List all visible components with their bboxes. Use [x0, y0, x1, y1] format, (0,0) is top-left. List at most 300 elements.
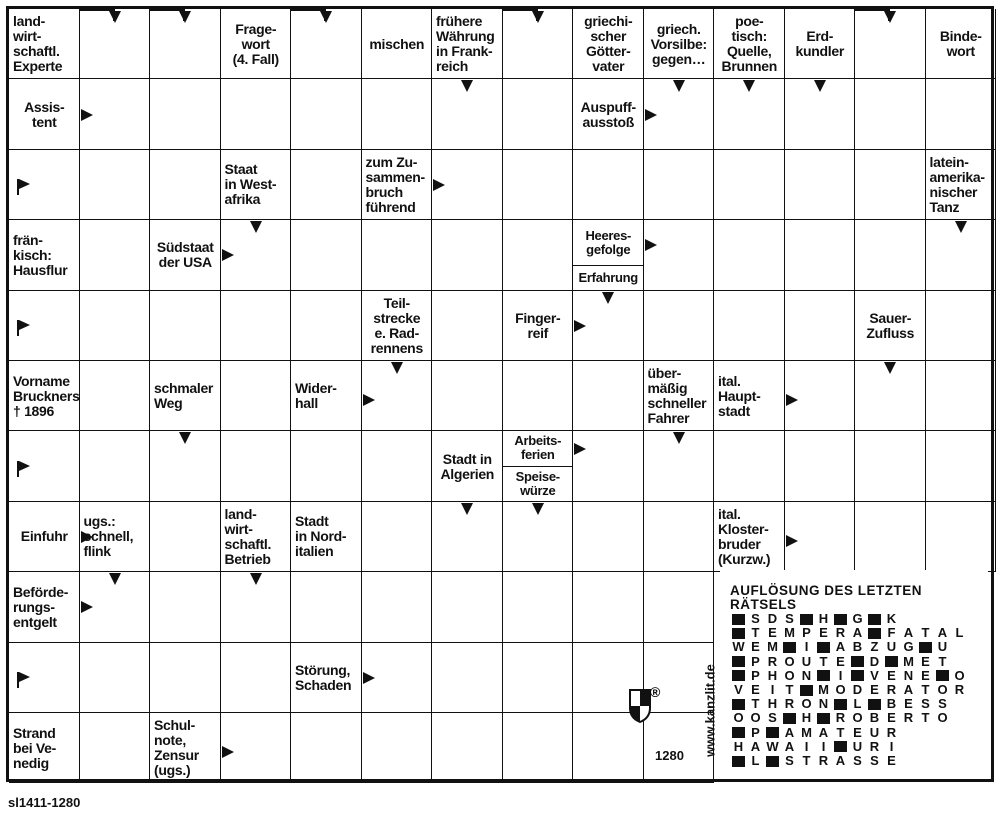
grid-cell[interactable]	[432, 643, 503, 713]
solution-letter: L	[853, 696, 862, 712]
clue-c-3-7: land- wirt- schaftl. Betrieb	[224, 505, 272, 567]
arrow-down-icon	[461, 80, 473, 92]
solution-block	[919, 642, 932, 653]
grid-cell[interactable]	[503, 220, 574, 290]
clue-c-8-3a: Heeres- gefolge	[573, 220, 644, 266]
arrow-right-icon	[81, 601, 93, 613]
solution-letter: A	[835, 753, 846, 768]
clue-c-9-5: über- mäßig schneller Fahrer	[647, 365, 707, 427]
solution-letter: E	[904, 696, 913, 712]
clue-c-0-5: Vorname Bruckners † 1896	[13, 372, 80, 419]
solution-letter: O	[784, 653, 795, 669]
solution-letter: W	[732, 639, 745, 655]
solution-letter: Z	[870, 639, 879, 655]
solution-letter: N	[818, 696, 829, 712]
grid-cell[interactable]	[573, 431, 644, 501]
arrow-down-icon	[673, 432, 685, 444]
solution-letter: A	[903, 682, 914, 697]
arrow-down-icon	[602, 292, 614, 304]
arrow-down-icon	[320, 11, 332, 23]
solution-letter: M	[801, 724, 812, 740]
grid-cell[interactable]	[432, 291, 503, 361]
solution-block	[800, 685, 813, 696]
solution-letter: I	[804, 738, 809, 754]
grid-cell[interactable]	[644, 150, 715, 220]
grid-cell[interactable]	[291, 713, 362, 783]
grid-cell[interactable]	[150, 291, 221, 361]
start-flag-icon	[17, 320, 31, 336]
grid-cell[interactable]	[432, 361, 503, 431]
grid-cell[interactable]	[80, 643, 151, 713]
solution-row	[730, 655, 951, 669]
arrow-right-icon	[645, 239, 657, 251]
grid-cell[interactable]	[644, 220, 715, 290]
solution-letter: T	[819, 653, 828, 669]
grid-cell[interactable]	[150, 502, 221, 572]
arrow-down-icon	[179, 432, 191, 444]
solution-letter: E	[887, 667, 896, 683]
solution-letter: T	[938, 653, 947, 669]
grid-cell[interactable]	[573, 150, 644, 220]
arrow-right-icon	[363, 672, 375, 684]
solution-letter: D	[767, 611, 778, 626]
solution-letter: T	[751, 696, 760, 712]
arrow-down-icon	[814, 80, 826, 92]
arrow-down-icon	[743, 80, 755, 92]
arrow-right-icon	[222, 249, 234, 261]
solution-block	[868, 614, 881, 625]
grid-cell[interactable]	[362, 220, 433, 290]
grid-cell[interactable]	[503, 572, 574, 642]
solution-block	[936, 670, 949, 681]
solution-block	[868, 628, 881, 639]
solution-row	[730, 754, 900, 768]
solution-block	[868, 699, 881, 710]
solution-block	[732, 614, 745, 625]
arrow-down-icon	[673, 80, 685, 92]
solution-letter: M	[767, 639, 778, 655]
solution-letter: M	[903, 653, 914, 669]
solution-row	[730, 683, 968, 697]
solution-letter: P	[802, 625, 811, 641]
grid-cell[interactable]	[291, 220, 362, 290]
grid-cell[interactable]	[221, 291, 292, 361]
solution-block	[783, 713, 796, 724]
grid-cell[interactable]	[926, 291, 997, 361]
solution-letter: A	[852, 625, 863, 641]
solution-letter: R	[835, 710, 846, 726]
grid-cell[interactable]	[573, 502, 644, 572]
solution-block	[800, 614, 813, 625]
solution-panel	[720, 570, 988, 776]
grid-cell[interactable]	[362, 713, 433, 783]
puzzle-code: sl1411-1280	[8, 795, 81, 810]
clue-c-9-0: griech. Vorsilbe: gegen…	[650, 20, 707, 67]
clue-c-2-10: Schul- note, Zensur (ugs.)	[154, 717, 199, 779]
grid-cell[interactable]	[855, 220, 926, 290]
clue-c-4-9: Störung, Schaden	[295, 661, 352, 693]
clue-c-4-5: Wider- hall	[295, 380, 337, 412]
solution-letter: W	[766, 738, 779, 754]
grid-cell[interactable]	[855, 150, 926, 220]
solution-block	[732, 628, 745, 639]
solution-letter: O	[937, 710, 948, 726]
solution-letter: T	[751, 625, 760, 641]
grid-cell[interactable]	[221, 431, 292, 501]
solution-letter: N	[903, 667, 914, 683]
grid-cell[interactable]	[503, 79, 574, 149]
arrow-down-icon	[109, 11, 121, 23]
grid-cell[interactable]	[644, 502, 715, 572]
solution-letter: L	[751, 753, 760, 768]
solution-letter: T	[921, 710, 930, 726]
arrow-right-icon	[786, 394, 798, 406]
solution-letter: T	[802, 753, 811, 768]
clue-c-10-0: poe- tisch: Quelle, Brunnen	[721, 13, 777, 75]
grid-cell[interactable]	[80, 291, 151, 361]
clue-c-5-0: mischen	[369, 35, 425, 52]
start-flag-icon	[17, 461, 31, 477]
solution-letter: I	[889, 738, 894, 754]
solution-letter: N	[801, 667, 812, 683]
arrow-right-icon	[81, 109, 93, 121]
clue-c-12-4: Sauer- Zufluss	[866, 309, 915, 341]
clue-c-0-3: frän- kisch: Hausflur	[13, 231, 68, 278]
grid-cell[interactable]	[362, 502, 433, 572]
grid-cell[interactable]	[785, 220, 856, 290]
arrow-down-icon	[250, 221, 262, 233]
solution-letter: O	[954, 667, 965, 683]
solution-letter: A	[750, 738, 761, 754]
solution-letter: E	[836, 653, 845, 669]
grid-cell[interactable]	[714, 150, 785, 220]
clue-c-8-0: griechi- scher Götter- vater	[584, 13, 633, 75]
solution-block	[732, 670, 745, 681]
clue-c-0-0: land- wirt- schaftl. Experte	[13, 13, 63, 75]
grid-cell[interactable]	[785, 291, 856, 361]
solution-letter: M	[784, 625, 795, 641]
grid-cell[interactable]	[573, 572, 644, 642]
solution-letter: H	[818, 611, 829, 626]
registered-mark: ®	[650, 684, 661, 700]
solution-letter: U	[801, 653, 812, 669]
solution-letter: R	[767, 653, 778, 669]
clue-c-7-6a: Arbeits- ferien	[503, 431, 574, 466]
solution-letter: I	[821, 738, 826, 754]
solution-letter: P	[751, 724, 760, 740]
publisher-logo-icon	[628, 684, 661, 724]
grid-cell[interactable]	[714, 291, 785, 361]
solution-letter: O	[852, 710, 863, 726]
grid-cell[interactable]	[150, 643, 221, 713]
start-flag-icon	[17, 672, 31, 688]
solution-letter: V	[734, 682, 743, 697]
solution-letter: D	[869, 653, 880, 669]
arrow-right-icon	[645, 109, 657, 121]
solution-letter: A	[937, 625, 948, 641]
solution-letter: S	[921, 696, 930, 712]
clue-c-0-7: Einfuhr	[20, 528, 68, 545]
arrow-right-icon	[786, 535, 798, 547]
solution-row	[730, 697, 951, 711]
solution-letter: E	[751, 682, 760, 697]
solution-letter: E	[853, 724, 862, 740]
solution-letter: A	[784, 738, 795, 754]
clue-c-2-5: schmaler Weg	[154, 380, 214, 412]
solution-letter: T	[836, 724, 845, 740]
solution-block	[732, 699, 745, 710]
solution-letter: A	[818, 724, 829, 740]
solution-letter: O	[784, 667, 795, 683]
solution-row	[730, 726, 900, 740]
solution-letter: I	[770, 682, 775, 697]
solution-letter: M	[818, 682, 829, 697]
solution-letter: U	[937, 639, 948, 655]
arrow-right-icon	[81, 531, 93, 543]
grid-cell[interactable]	[432, 713, 503, 783]
grid-cell[interactable]	[503, 150, 574, 220]
grid-cell[interactable]	[503, 361, 574, 431]
solution-letter: G	[903, 639, 914, 655]
solution-block	[834, 614, 847, 625]
arrow-down-icon	[955, 221, 967, 233]
solution-letter: R	[903, 710, 914, 726]
solution-letter: T	[785, 682, 794, 697]
clue-c-0-10: Strand bei Ve- nedig	[13, 724, 57, 771]
clue-c-11-0: Erd- kundler	[795, 28, 844, 60]
grid-cell[interactable]	[221, 79, 292, 149]
grid-cell[interactable]	[80, 361, 151, 431]
grid-cell[interactable]	[150, 150, 221, 220]
arrow-down-icon	[884, 362, 896, 374]
solution-block	[783, 642, 796, 653]
arrow-right-icon	[363, 394, 375, 406]
clue-c-2-3: Südstaat der USA	[156, 239, 214, 271]
solution-letter: H	[801, 710, 812, 726]
grid-cell[interactable]	[503, 643, 574, 713]
solution-letter: R	[835, 625, 846, 641]
solution-letter: G	[852, 611, 863, 626]
solution-title: AUFLÖSUNG DES LETZTEN RÄTSELS	[730, 583, 922, 612]
clue-c-13-2: latein- amerika- nischer Tanz	[929, 153, 985, 215]
arrow-down-icon	[179, 11, 191, 23]
start-flag-icon	[17, 179, 31, 195]
solution-letter: E	[921, 653, 930, 669]
solution-letter: S	[785, 753, 794, 768]
arrow-down-icon	[109, 573, 121, 585]
solution-block	[851, 670, 864, 681]
grid-cell[interactable]	[362, 572, 433, 642]
solution-block	[732, 756, 745, 767]
arrow-right-icon	[433, 179, 445, 191]
grid-cell[interactable]	[785, 150, 856, 220]
grid-cell[interactable]	[221, 643, 292, 713]
grid-cell[interactable]	[503, 713, 574, 783]
solution-letter: O	[733, 710, 744, 726]
solution-letter: F	[887, 625, 896, 641]
solution-letter: V	[870, 667, 879, 683]
solution-letter: R	[886, 724, 897, 740]
solution-letter: L	[955, 625, 964, 641]
solution-letter: B	[886, 696, 897, 712]
solution-letter: S	[870, 753, 879, 768]
arrow-down-icon	[532, 11, 544, 23]
solution-letter: S	[768, 710, 777, 726]
grid-cell[interactable]	[80, 220, 151, 290]
solution-letter: S	[785, 611, 794, 626]
arrow-down-icon	[391, 362, 403, 374]
clue-c-0-1: Assis- tent	[24, 98, 65, 130]
solution-row	[730, 612, 900, 626]
solution-letter: T	[921, 682, 930, 697]
clue-c-13-0: Binde- wort	[939, 28, 982, 60]
clue-c-5-2: zum Zu- sammen- bruch führend	[365, 153, 425, 215]
puzzle-number: 1280	[655, 748, 684, 763]
solution-block	[817, 670, 830, 681]
arrow-down-icon	[884, 11, 896, 23]
grid-cell[interactable]	[362, 79, 433, 149]
solution-letter: S	[938, 696, 947, 712]
solution-row	[730, 711, 951, 725]
clue-c-6-6: Stadt in Algerien	[440, 450, 495, 482]
solution-row	[730, 669, 968, 683]
solution-letter: E	[921, 667, 930, 683]
solution-letter: D	[852, 682, 863, 697]
solution-letter: A	[784, 724, 795, 740]
arrow-down-icon	[461, 503, 473, 515]
solution-letter: E	[887, 753, 896, 768]
clue-c-5-4: Teil- strecke e. Rad- rennens	[370, 294, 423, 356]
clue-c-8-3b: Erfahrung	[578, 270, 638, 286]
solution-letter: S	[853, 753, 862, 768]
solution-letter: E	[768, 625, 777, 641]
solution-letter: U	[852, 738, 863, 754]
arrow-right-icon	[222, 746, 234, 758]
grid-cell[interactable]	[291, 150, 362, 220]
solution-letter: O	[801, 696, 812, 712]
arrow-right-icon	[574, 443, 586, 455]
solution-row	[730, 740, 900, 754]
grid-cell[interactable]	[291, 79, 362, 149]
clue-c-1-7: ugs.: schnell, flink	[83, 513, 134, 560]
solution-letter: A	[835, 639, 846, 655]
solution-block	[817, 713, 830, 724]
solution-letter: R	[869, 738, 880, 754]
grid-cell[interactable]	[855, 79, 926, 149]
publisher-url: www.kanzlit.de	[702, 664, 718, 757]
clue-c-3-2: Staat in West- afrika	[224, 161, 277, 208]
solution-letter: I	[804, 639, 809, 655]
solution-letter: E	[751, 639, 760, 655]
clue-c-4-7: Stadt in Nord- italien	[295, 513, 347, 560]
clue-c-8-1: Auspuff- ausstoß	[580, 98, 636, 130]
solution-letter: I	[838, 667, 843, 683]
grid-cell[interactable]	[855, 502, 926, 572]
solution-letter: E	[870, 682, 879, 697]
grid-cell[interactable]	[291, 291, 362, 361]
clue-c-3-0: Frage- wort (4. Fall)	[232, 20, 279, 67]
arrow-right-icon	[574, 320, 586, 332]
grid-cell[interactable]	[221, 361, 292, 431]
solution-block	[766, 727, 779, 738]
solution-row	[730, 640, 951, 654]
solution-letter: O	[937, 682, 948, 697]
solution-letter: R	[886, 682, 897, 697]
grid-cell[interactable]	[855, 431, 926, 501]
solution-letter: H	[733, 738, 744, 754]
solution-block	[834, 699, 847, 710]
grid-cell[interactable]	[291, 572, 362, 642]
solution-letter: T	[921, 625, 930, 641]
grid-cell[interactable]	[80, 713, 151, 783]
grid-cell[interactable]	[785, 431, 856, 501]
grid-cell[interactable]	[926, 502, 997, 572]
grid-cell[interactable]	[926, 361, 997, 431]
grid-cell[interactable]	[573, 361, 644, 431]
grid-cell[interactable]	[432, 220, 503, 290]
grid-cell[interactable]	[926, 79, 997, 149]
arrow-down-icon	[532, 503, 544, 515]
solution-letter: B	[852, 639, 863, 655]
solution-block	[817, 642, 830, 653]
solution-letter: R	[818, 753, 829, 768]
solution-block	[766, 756, 779, 767]
clue-c-7-6b: Speise- würze	[515, 469, 560, 499]
solution-block	[834, 741, 847, 752]
solution-letter: H	[767, 696, 778, 712]
solution-letter: R	[954, 682, 965, 697]
solution-letter: E	[887, 710, 896, 726]
solution-letter: S	[751, 611, 760, 626]
grid-cell[interactable]	[714, 220, 785, 290]
solution-block	[885, 656, 898, 667]
solution-letter: K	[886, 611, 897, 626]
solution-letter: P	[751, 653, 760, 669]
grid-cell[interactable]	[150, 572, 221, 642]
grid-cell[interactable]	[291, 431, 362, 501]
grid-cell[interactable]	[362, 431, 433, 501]
solution-letter: B	[869, 710, 880, 726]
solution-letter: H	[767, 667, 778, 683]
solution-letter: A	[903, 625, 914, 641]
solution-letter: O	[750, 710, 761, 726]
grid-cell[interactable]	[926, 431, 997, 501]
solution-letter: U	[886, 639, 897, 655]
grid-cell[interactable]	[432, 572, 503, 642]
solution-letter: R	[784, 696, 795, 712]
solution-letter: O	[835, 682, 846, 697]
grid-cell[interactable]	[80, 431, 151, 501]
solution-letter: E	[819, 625, 828, 641]
grid-cell[interactable]	[644, 291, 715, 361]
solution-block	[851, 656, 864, 667]
grid-cell[interactable]	[644, 572, 715, 642]
grid-cell[interactable]	[150, 79, 221, 149]
clue-c-10-7: ital. Kloster- bruder (Kurzw.)	[718, 505, 771, 567]
arrow-down-icon	[250, 573, 262, 585]
clue-c-0-8: Beförde- rungs- entgelt	[13, 583, 69, 630]
solution-row	[730, 626, 968, 640]
clue-c-6-0: frühere Währung in Frank- reich	[436, 13, 495, 75]
clue-c-10-5: ital. Haupt- stadt	[718, 372, 761, 419]
clue-c-7-4: Finger- reif	[515, 309, 561, 341]
grid-cell[interactable]	[714, 431, 785, 501]
solution-block	[732, 656, 745, 667]
solution-block	[732, 727, 745, 738]
solution-letter: U	[869, 724, 880, 740]
solution-letter: P	[751, 667, 760, 683]
grid-cell[interactable]	[80, 150, 151, 220]
